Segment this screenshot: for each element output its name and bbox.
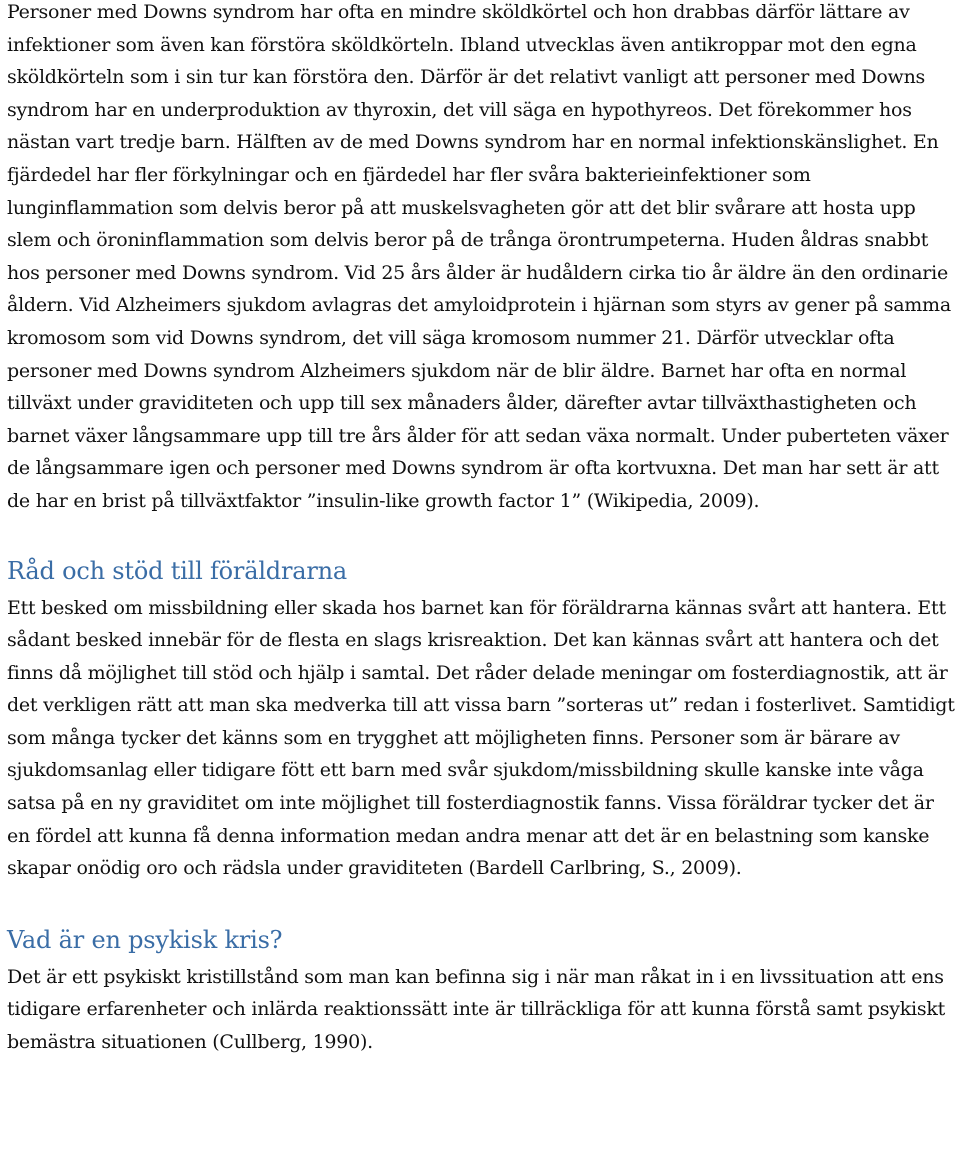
section-paragraph-psychological-crisis: Det är ett psykiskt kristillstånd som man kan befinna sig i när man råkat in i en livssituation att ens tidigare erfarenheter och inlärda reaktionssätt inte är tillräckliga för att kunna förstå samt psykiskt bemästra situationen (Cullberg, 1990). [7,965,945,1054]
section-heading-parent-support: Råd och stöd till föräldrarna [7,556,347,585]
section-heading-psychological-crisis: Vad är en psykisk kris? [7,925,283,954]
section-paragraph-parent-support: Ett besked om missbildning eller skada hos barnet kan för föräldrarna kännas svårt att hantera. Ett sådant besked innebär för de flesta en slags krisreaktion. Det kan kännas svårt att hantera och det finns då möjlighet till stöd och hjälp i samtal. Det råder delade meningar om fosterdiagnostik, att är det verkligen rätt att man ska medverka till att vissa barn ”sorteras ut” redan i fosterlivet. Samtidigt som många tycker det känns som en trygghet att möjligheten finns. Personer som är bärare av sjukdomsanlag eller tidigare fött ett barn med svår sjukdom/missbildning skulle kanske inte våga satsa på en ny graviditet om inte möjlighet till fosterdiagnostik fanns. Vissa föräldrar tycker det är en fördel att kunna få denna information medan andra menar att det är en belastning som kanske skapar onödig oro och rädsla under graviditeten (Bardell Carlbring, S., 2009). [7,596,955,880]
intro-paragraph: Personer med Downs syndrom har ofta en mindre sköldkörtel och hon drabbas därför lättare av infektioner som även kan förstöra sköldkörteln. Ibland utvecklas även antikroppar mot den egna sköldkörteln som i sin tur kan förstöra den. Därför är det relativt vanligt att personer med Downs syndrom har en underproduktion av thyroxin, det vill säga en hypothyreos. Det förekommer hos nästan vart tredje barn. Hälften av de med Downs syndrom har en normal infektionskänslighet. En fjärdedel har fler förkylningar och en fjärdedel har fler svåra bakterieinfektioner som lunginflammation som delvis beror på att muskelsvagheten gör att det blir svårare att hosta upp slem och öroninflammation som delvis beror på de trånga örontrumpeterna. Huden åldras snabbt hos personer med Downs syndrom. Vid 25 års ålder är hudåldern cirka tio år äldre än den ordinarie åldern. Vid Alzheimers sjukdom avlagras det amyloidprotein i hjärnan som styrs av gener på samma kromosom som vid Downs syndrom, det vill säga kromosom nummer 21. Därför utvecklar ofta personer med Downs syndrom Alzheimers sjukdom när de blir äldre. Barnet har ofta en normal tillväxt under graviditeten och upp till sex månaders ålder, därefter avtar tillväxthastigheten och barnet växer långsammare upp till tre års ålder för att sedan växa normalt. Under puberteten växer de långsammare igen och personer med Downs syndrom är ofta kortvuxna. Det man har sett är att de har en brist på tillväxtfaktor ”insulin-like growth factor 1” (Wikipedia, 2009). [7,1,951,512]
